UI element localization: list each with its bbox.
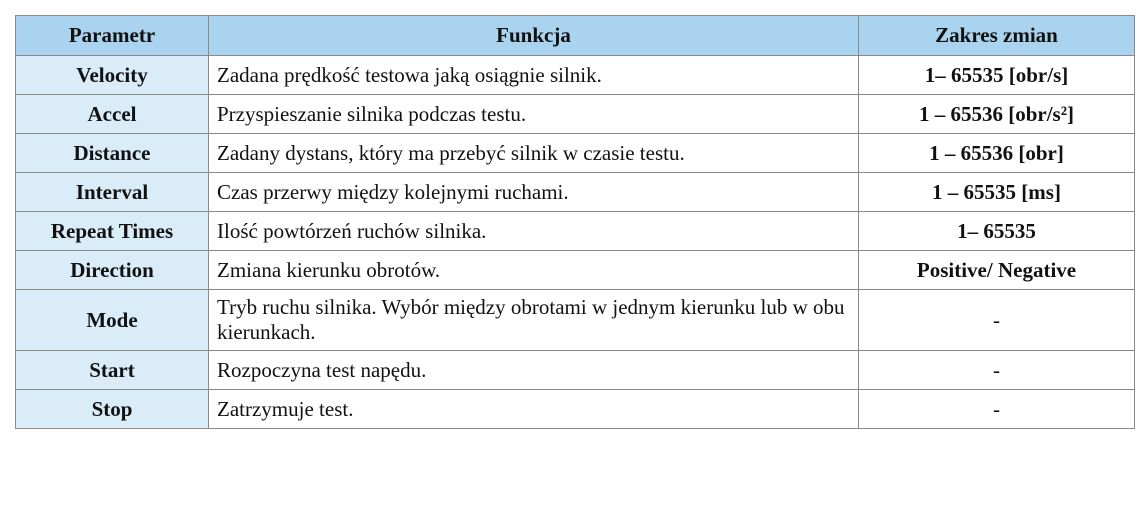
function-cell: Zadany dystans, który ma przebyć silnik w czasie testu.: [209, 134, 859, 173]
table-row: [16, 173, 1135, 212]
range-cell: -: [859, 390, 1135, 429]
table-row: [16, 290, 1135, 351]
function-cell: Rozpoczyna test napędu.: [209, 351, 859, 390]
range-cell: 1 – 65536 [obr]: [859, 134, 1135, 173]
header-row: [16, 16, 1135, 56]
header-funkcja: Funkcja: [209, 16, 859, 56]
parameter-cell: Start: [16, 351, 209, 390]
function-cell: Czas przerwy między kolejnymi ruchami.: [209, 173, 859, 212]
range-cell: -: [859, 351, 1135, 390]
table-row: [16, 56, 1135, 95]
table-row: [16, 351, 1135, 390]
table-row: [16, 134, 1135, 173]
function-cell: Tryb ruchu silnika. Wybór między obrotami w jednym kierunku lub w obu kierunkach.: [209, 290, 859, 351]
parameter-cell: Direction: [16, 251, 209, 290]
header-zakres-zmian: Zakres zmian: [859, 16, 1135, 56]
table-row: [16, 390, 1135, 429]
parameter-cell: Mode: [16, 290, 209, 351]
table-row: [16, 251, 1135, 290]
range-cell: 1– 65535 [obr/s]: [859, 56, 1135, 95]
range-cell: Positive/ Negative: [859, 251, 1135, 290]
parameter-cell: Repeat Times: [16, 212, 209, 251]
function-cell: Zmiana kierunku obrotów.: [209, 251, 859, 290]
table-row: [16, 212, 1135, 251]
function-cell: Przyspieszanie silnika podczas testu.: [209, 95, 859, 134]
parameter-cell: Accel: [16, 95, 209, 134]
function-cell: Zadana prędkość testowa jaką osiągnie silnik.: [209, 56, 859, 95]
range-cell: 1– 65535: [859, 212, 1135, 251]
range-cell: -: [859, 290, 1135, 351]
parameter-cell: Distance: [16, 134, 209, 173]
header-parametr: Parametr: [16, 16, 209, 56]
range-cell: 1 – 65536 [obr/s²]: [859, 95, 1135, 134]
function-cell: Zatrzymuje test.: [209, 390, 859, 429]
table-body: [16, 56, 1135, 429]
parameter-cell: Stop: [16, 390, 209, 429]
parameters-table: [15, 15, 1135, 429]
parameter-cell: Velocity: [16, 56, 209, 95]
parameter-cell: Interval: [16, 173, 209, 212]
table-header: [16, 16, 1135, 56]
function-cell: Ilość powtórzeń ruchów silnika.: [209, 212, 859, 251]
range-cell: 1 – 65535 [ms]: [859, 173, 1135, 212]
table-row: [16, 95, 1135, 134]
